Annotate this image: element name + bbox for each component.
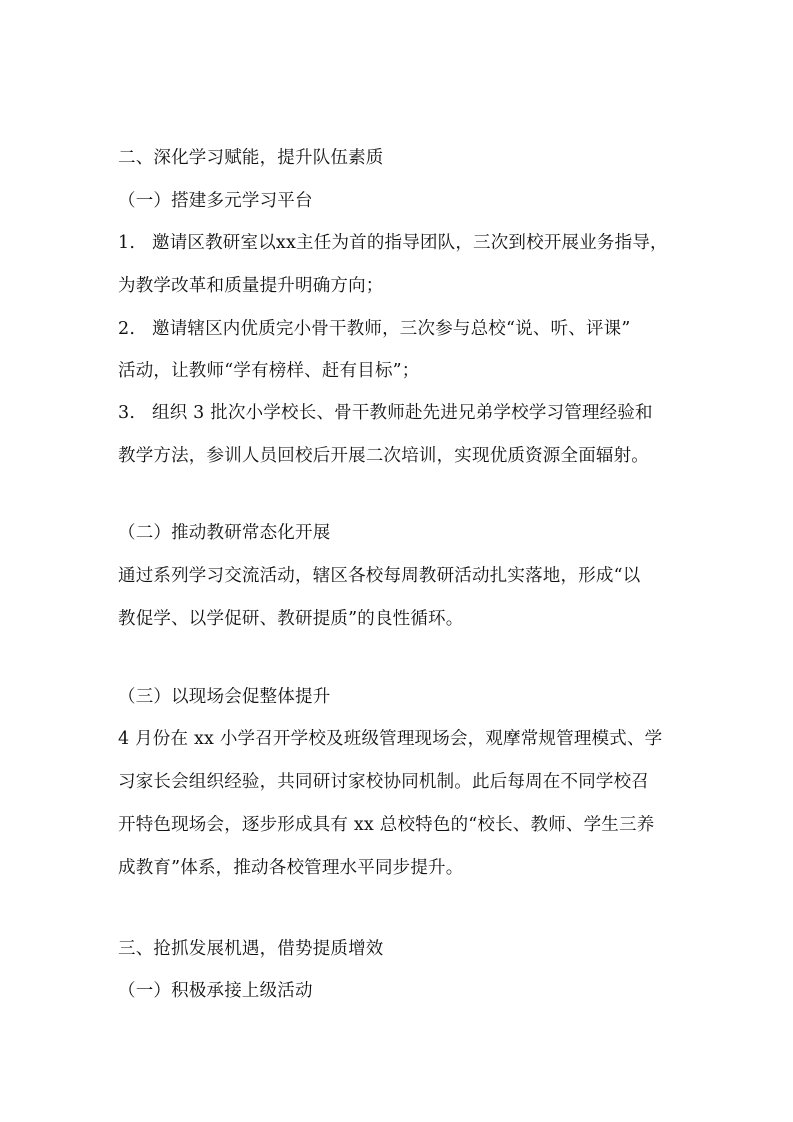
list-item-1-number: 1.: [118, 233, 136, 253]
list-item-3-text: 组织 3 批次小学校长、骨干教师赴先进兄弟学校学习管理经验和: [152, 403, 653, 423]
paragraph-2-3-line-1: 4 月份在 xx 小学召开学校及班级管理现场会，观摩常规管理模式、学: [118, 729, 663, 749]
subsection-heading-2-1: （一）搭建多元学习平台: [118, 191, 313, 211]
list-item-2-number: 2.: [118, 319, 136, 339]
paragraph-2-3-line-3: 开特色现场会，逐步形成具有 xx 总校特色的“校长、教师、学生三养: [118, 815, 655, 835]
list-item-3-number: 3.: [118, 403, 136, 423]
list-item-1-line-2: 为教学改革和质量提升明确方向；: [118, 276, 384, 296]
subsection-heading-3-1: （一）积极承接上级活动: [118, 981, 313, 1001]
subsection-heading-2-3: （三）以现场会促整体提升: [118, 687, 331, 707]
list-item-2-line-2: 活动，让教师“学有榜样、赶有目标”；: [118, 361, 420, 381]
section-heading-3: 三、抢抓发展机遇，借势提质增效: [118, 939, 384, 959]
list-item-1-text: 邀请区教研室以xx主任为首的指导团队，三次到校开展业务指导，: [152, 233, 668, 253]
list-item-2-text: 邀请辖区内优质完小骨干教师，三次参与总校“说、听、评课”: [152, 319, 631, 339]
paragraph-2-2-line-2: 教促学、以学促研、教研提质”的良性循环。: [118, 609, 464, 629]
paragraph-2-3-line-4: 成教育”体系，推动各校管理水平同步提升。: [118, 858, 464, 878]
paragraph-2-3-line-2: 习家长会组织经验，共同研讨家校协同机制。此后每周在不同学校召: [118, 772, 649, 792]
list-item-1-line-1: [118, 230, 678, 256]
list-item-2-line-1: [118, 316, 678, 342]
paragraph-2-2-line-1: 通过系列学习交流活动，辖区各校每周教研活动扎实落地，形成“以: [118, 566, 641, 586]
list-item-3-line-2: 教学方法，参训人员回校后开展二次培训，实现优质资源全面辐射。: [118, 446, 649, 466]
list-item-3-line-1: [118, 400, 678, 426]
subsection-heading-2-2: （二）推动教研常态化开展: [118, 523, 331, 543]
section-heading-2: 二、深化学习赋能，提升队伍素质: [118, 148, 384, 168]
